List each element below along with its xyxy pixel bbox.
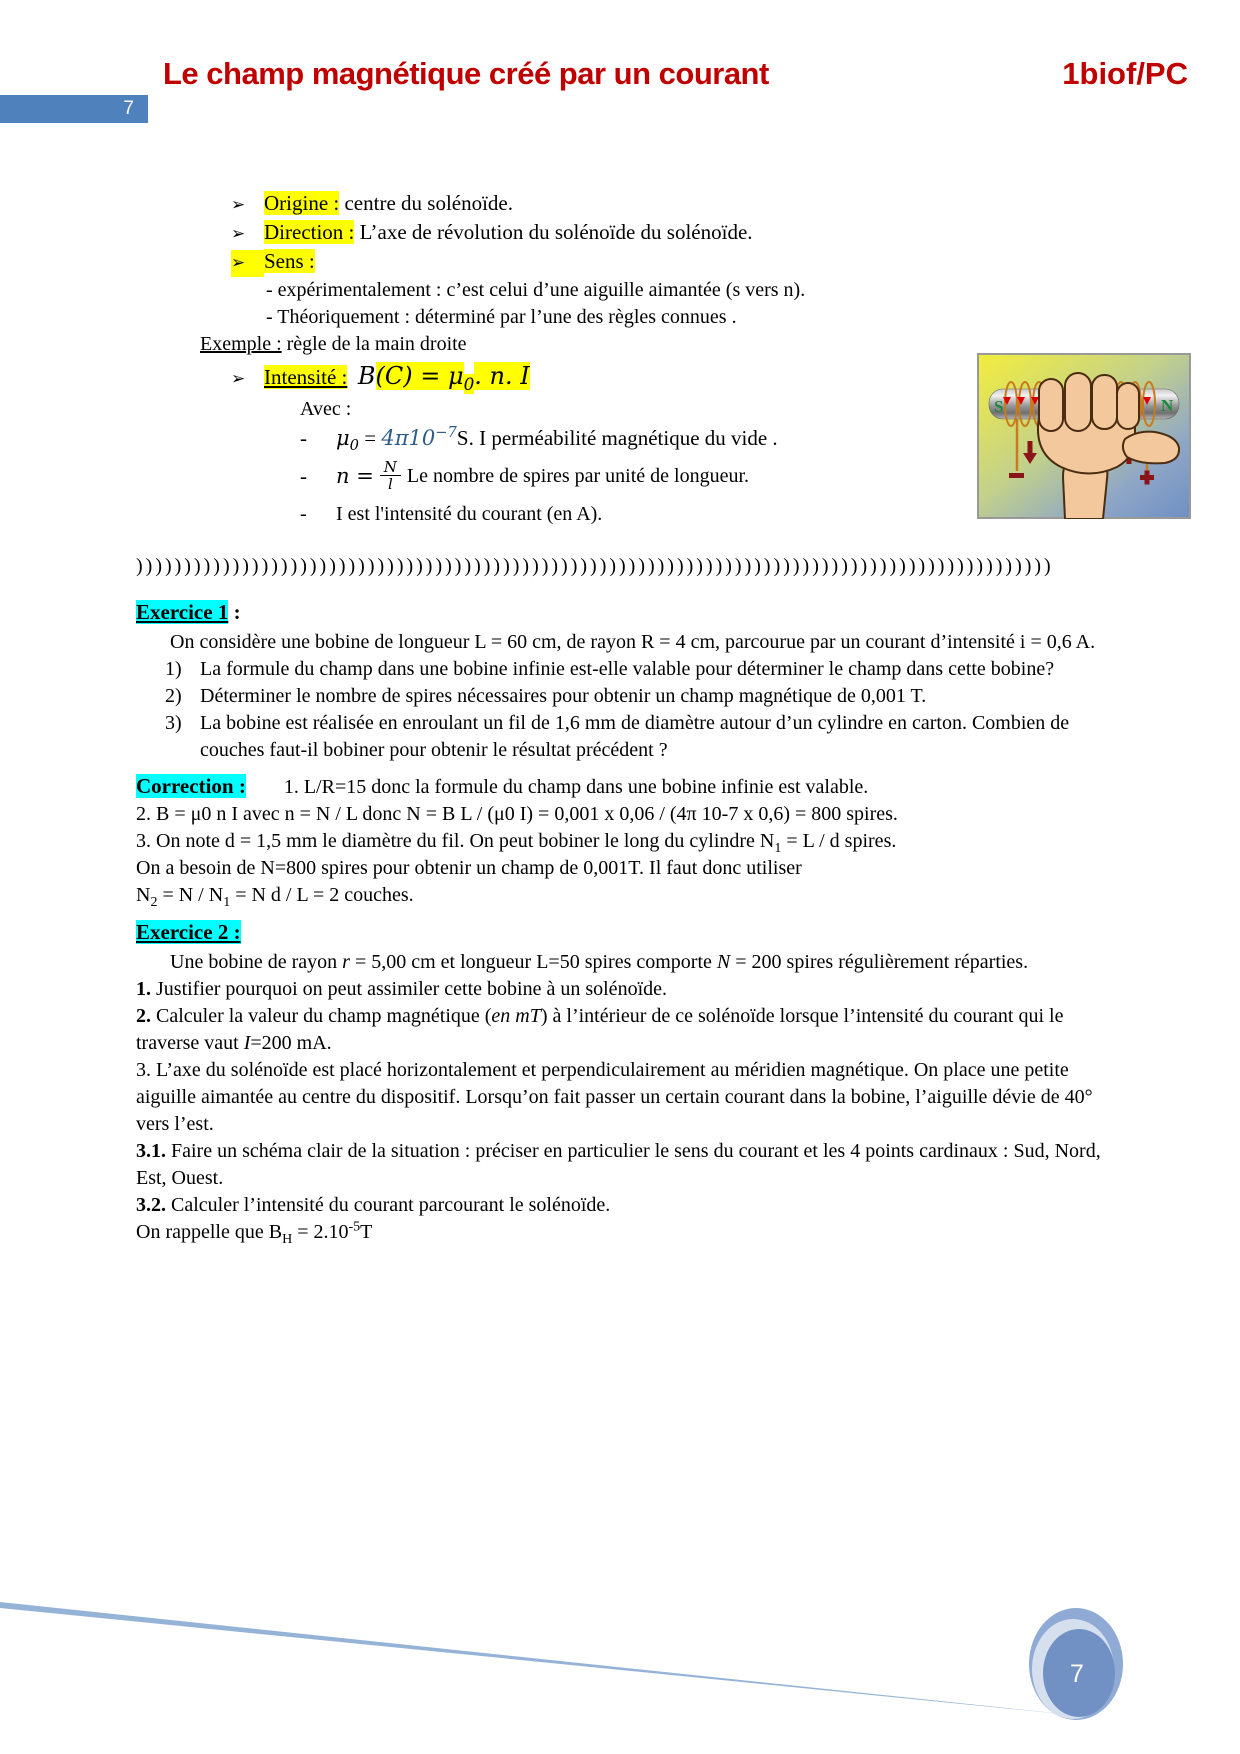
page-title: Le champ magnétique créé par un courant (163, 56, 769, 91)
correction-line-2: 2. B = μ0 n I avec n = N / L donc N = B L / (μ0 I) = 0,001 x 0,06 / (4π 10-7 x 0,6) = 800 spires. (136, 803, 898, 825)
page-number-tab (0, 95, 148, 123)
item-text: La formule du champ dans une bobine infinie est-elle valable pour déterminer le champ dans cette bobine? (200, 658, 1055, 680)
bullet-origine (231, 190, 1111, 219)
intensite-line (231, 358, 1111, 396)
bullet-arrow-icon: ➢ (231, 195, 246, 215)
n-definition-line (300, 453, 1111, 499)
exercice1-item-3 (165, 710, 1111, 764)
footer-decoration (0, 1584, 1240, 1754)
bullet-origine-label: Origine : (264, 191, 340, 215)
exercice2-block (136, 949, 1111, 1246)
item-text: Déterminer le nombre de spires nécessaires pour obtenir un champ magnétique de 0,001 T. (200, 685, 927, 707)
dash-bullet: - (300, 464, 307, 488)
exemple-text: règle de la main droite (281, 333, 467, 355)
section-separator: ))))))))))))))))))))))))))))))))))))))))))))))))))))))))))))))))))))))))))))))))))))))))))))))) (136, 555, 1054, 577)
avec-label: Avec : (300, 398, 352, 420)
fraction-denominator: l (387, 475, 393, 493)
page-number-bottom: 7 (1070, 1660, 1084, 1688)
item-number: 1) (165, 658, 182, 680)
footer-diagonal-line (0, 1602, 1082, 1716)
bullet-direction-label: Direction : (264, 220, 355, 244)
mu0-definition-line (300, 423, 1111, 453)
bullet-arrow-icon: ➢ (231, 224, 246, 244)
exercice2-heading (136, 919, 1111, 949)
i-definition-text: I est l'intensité du courant (en A). (336, 503, 603, 525)
exercice2-q3-1: 3.1. Faire un schéma clair de la situation : préciser en particulier le sens du courant et les 4 points cardinaux : Sud, Nord, Est, Ouest. (136, 1140, 1101, 1189)
document-body (136, 190, 1111, 1246)
bullet-direction (231, 219, 1111, 248)
exercice1-heading-label: Exercice 1 (136, 600, 229, 624)
exercice1-heading-colon: : (228, 600, 241, 624)
correction-line-3: 3. On note d = 1,5 mm le diamètre du fil. On peut bobiner le long du cylindre $N_1 = L / d$ spires. (136, 830, 897, 856)
sens-item-experimental: - expérimentalement : c’est celui d’une aiguille aimantée (s vers n). (266, 279, 806, 301)
exercice2-heading-label: Exercice 2 : (136, 920, 241, 944)
exercice1-item-1 (165, 656, 1111, 683)
correction-line-5: $N_2 = N / N_1 = N$ d / L = 2 couches. (136, 884, 414, 910)
correction-line-1 (136, 773, 1111, 801)
mu0-definition: $\mu_0 = 4\pi 10^{-7}S$. I perméabilité magnétique du vide . (336, 424, 778, 455)
exercice2-q2: 2. Calculer la valeur du champ magnétique (en mT) à l’intérieur de ce solénoïde lorsque l’intensité du courant qui le traverse vaut I=200 mA. (136, 1005, 1064, 1054)
n-equals: n = (336, 464, 374, 488)
i-definition-line (300, 499, 1111, 529)
exercice2-bh-note: On rappelle que $B_H = 2.10^{-5}T$ (136, 1219, 373, 1247)
correction-label: Correction : (136, 774, 246, 798)
fraction-n-over-l (380, 460, 401, 492)
exercice1-intro: On considère une bobine de longueur L = 60 cm, de rayon R = 4 cm, parcourue par un courant d’intensité i = 0,6 A. (170, 631, 1096, 653)
correction-line-4: On a besoin de N=800 spires pour obtenir un champ de 0,001T. Il faut donc utiliser (136, 857, 802, 879)
item-number: 3) (165, 712, 182, 734)
bullet-arrow-icon: ➢ (231, 369, 246, 389)
bullet-origine-text: centre du solénoïde. (339, 191, 514, 215)
exercice2-intro: Une bobine de rayon r = 5,00 cm et longueur L=50 spires comporte N = 200 spires régulièrement réparties. (170, 951, 1029, 973)
notes-bullets (136, 190, 1111, 277)
exercice2-q3: 3. L’axe du solénoïde est placé horizontalement et perpendiculairement au méridien magnétique. On place une petite aiguille aimantée au centre du dispositif. Lorsqu’on fait passer un certain courant dans la bobine, l’aiguille dévie de 40° vers l’est. (136, 1059, 1093, 1135)
dash-bullet: - (300, 503, 307, 525)
correction-block (136, 773, 1111, 909)
exemple-label: Exemple : (200, 333, 282, 355)
exercice1-item-2 (165, 683, 1111, 710)
correction-answer-1: 1. L/R=15 donc la formule du champ dans une bobine infinie est valable. (283, 776, 869, 798)
exercice1-heading (136, 599, 1111, 629)
bullet-sens (231, 248, 1111, 277)
solenoid-south-label: S (994, 397, 1004, 416)
solenoid-field-formula: $B(C) = \mu_0$. n. I (357, 362, 530, 394)
solenoid-north-label: N (1161, 396, 1174, 415)
exercice2-q1: 1. Justifier pourquoi on peut assimiler cette bobine à un solénoïde. (136, 978, 667, 1000)
page-number-top: 7 (123, 98, 134, 119)
n-definition-text: Le nombre de spires par unité de longueur. (406, 465, 750, 487)
bullet-arrow-icon: ➢ (231, 250, 264, 277)
sens-item-theorique: - Théoriquement : déterminé par l’une des règles connues . (266, 306, 737, 328)
exercice2-q3-2: 3.2. Calculer l’intensité du courant parcourant le solénoïde. (136, 1194, 611, 1216)
item-text: La bobine est réalisée en enroulant un fil de 1,6 mm de diamètre autour d’un cylindre en carton. Combien de couches faut-il bobiner pour obtenir le résultat précédent ? (200, 712, 1070, 761)
bullet-direction-text: L’axe de révolution du solénoïde du solénoïde. (354, 220, 753, 244)
course-code: 1biof/PC (1062, 56, 1188, 91)
item-number: 2) (165, 685, 182, 707)
exemple-line (200, 331, 1111, 358)
intensite-label: Intensité : (264, 365, 348, 389)
fraction-numerator: N (380, 460, 401, 476)
dash-bullet: - (300, 426, 307, 450)
bullet-sens-label: Sens : (264, 249, 315, 273)
